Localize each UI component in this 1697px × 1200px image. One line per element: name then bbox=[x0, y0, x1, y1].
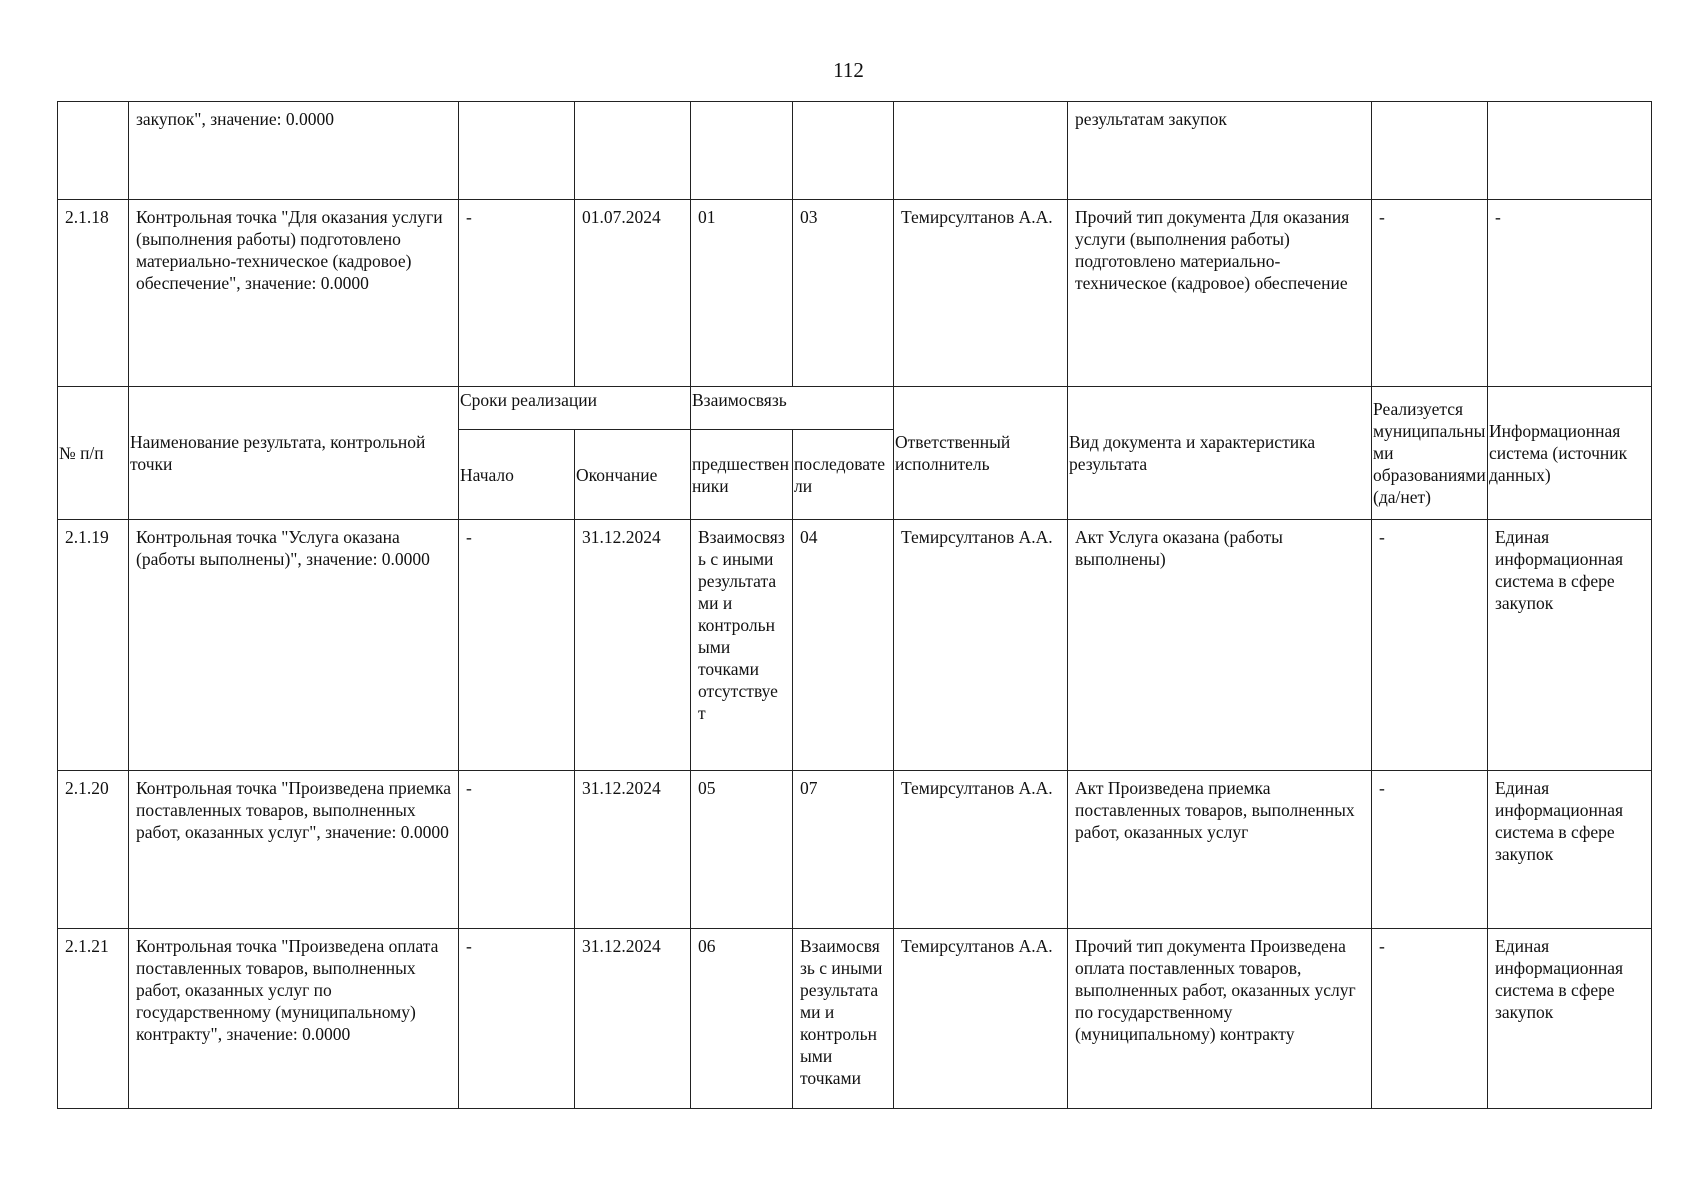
cell-name: Контрольная точка "Для оказания услуги (выполнения работы) подготовлено материально-техническое (кадровое) обеспечение", значение: 0.0000 bbox=[129, 200, 459, 387]
cell-doc: результатам закупок bbox=[1068, 102, 1372, 200]
cell-end: 31.12.2024 bbox=[575, 929, 691, 1109]
cell-end: 31.12.2024 bbox=[575, 520, 691, 771]
table-row bbox=[58, 520, 1652, 771]
cell-mun: - bbox=[1372, 520, 1488, 771]
cell-start: - bbox=[459, 200, 575, 387]
table-row bbox=[58, 200, 1652, 387]
cell-resp bbox=[894, 102, 1068, 200]
cell-pred: 06 bbox=[691, 929, 793, 1109]
header-succ: последователи bbox=[793, 430, 894, 520]
cell-name: закупок", значение: 0.0000 bbox=[129, 102, 459, 200]
cell-succ: 04 bbox=[793, 520, 894, 771]
cell-pred: 05 bbox=[691, 771, 793, 929]
cell-is: - bbox=[1488, 200, 1652, 387]
cell-end: 01.07.2024 bbox=[575, 200, 691, 387]
results-table bbox=[57, 101, 1652, 1109]
header-row bbox=[58, 387, 1652, 430]
cell-resp: Темирсултанов А.А. bbox=[894, 520, 1068, 771]
cell-mun: - bbox=[1372, 200, 1488, 387]
cell-num bbox=[58, 102, 129, 200]
cell-num: 2.1.18 bbox=[58, 200, 129, 387]
cell-end bbox=[575, 102, 691, 200]
cell-num: 2.1.21 bbox=[58, 929, 129, 1109]
cell-start: - bbox=[459, 771, 575, 929]
cell-pred: 01 bbox=[691, 200, 793, 387]
cell-succ: 07 bbox=[793, 771, 894, 929]
cell-doc: Прочий тип документа Для оказания услуги (выполнения работы) подготовлено материально-техническое (кадровое) обеспечение bbox=[1068, 200, 1372, 387]
page-number: 112 bbox=[833, 58, 864, 82]
cell-start: - bbox=[459, 929, 575, 1109]
cell-start bbox=[459, 102, 575, 200]
cell-is: Единая информационная система в сфере закупок bbox=[1488, 929, 1652, 1109]
cell-doc: Прочий тип документа Произведена оплата поставленных товаров, выполненных работ, оказанных услуг по государственному (муниципальному) контракту bbox=[1068, 929, 1372, 1109]
cell-resp: Темирсултанов А.А. bbox=[894, 929, 1068, 1109]
cell-resp: Темирсултанов А.А. bbox=[894, 771, 1068, 929]
header-doc: Вид документа и характеристика результата bbox=[1068, 387, 1372, 520]
header-resp: Ответственный исполнитель bbox=[894, 387, 1068, 520]
cell-is: Единая информационная система в сфере закупок bbox=[1488, 520, 1652, 771]
cell-name: Контрольная точка "Услуга оказана (работы выполнены)", значение: 0.0000 bbox=[129, 520, 459, 771]
cell-is bbox=[1488, 102, 1652, 200]
table-row bbox=[58, 102, 1652, 200]
cell-pred bbox=[691, 102, 793, 200]
cell-doc: Акт Услуга оказана (работы выполнены) bbox=[1068, 520, 1372, 771]
cell-mun bbox=[1372, 102, 1488, 200]
header-num: № п/п bbox=[58, 387, 129, 520]
cell-name: Контрольная точка "Произведена приемка поставленных товаров, выполненных работ, оказанных услуг", значение: 0.0000 bbox=[129, 771, 459, 929]
header-mun: Реализуется муниципальными образованиями (да/нет) bbox=[1372, 387, 1488, 520]
cell-mun: - bbox=[1372, 771, 1488, 929]
cell-doc: Акт Произведена приемка поставленных товаров, выполненных работ, оказанных услуг bbox=[1068, 771, 1372, 929]
table-row bbox=[58, 929, 1652, 1109]
cell-succ bbox=[793, 102, 894, 200]
cell-end: 31.12.2024 bbox=[575, 771, 691, 929]
header-terms: Сроки реализации bbox=[459, 387, 691, 430]
cell-name: Контрольная точка "Произведена оплата поставленных товаров, выполненных работ, оказанных услуг по государственному (муниципальному) контракту", значение: 0.0000 bbox=[129, 929, 459, 1109]
cell-pred: Взаимосвязь с иными результатами и контрольными точками отсутствует bbox=[691, 520, 793, 771]
header-is: Информационная система (источник данных) bbox=[1488, 387, 1652, 520]
cell-num: 2.1.20 bbox=[58, 771, 129, 929]
cell-resp: Темирсултанов А.А. bbox=[894, 200, 1068, 387]
cell-is: Единая информационная система в сфере закупок bbox=[1488, 771, 1652, 929]
header-start: Начало bbox=[459, 430, 575, 520]
header-end: Окончание bbox=[575, 430, 691, 520]
header-link: Взаимосвязь bbox=[691, 387, 894, 430]
cell-succ: Взаимосвязь с иными результатами и контрольными точками bbox=[793, 929, 894, 1109]
cell-mun: - bbox=[1372, 929, 1488, 1109]
cell-succ: 03 bbox=[793, 200, 894, 387]
cell-start: - bbox=[459, 520, 575, 771]
table-row bbox=[58, 771, 1652, 929]
cell-num: 2.1.19 bbox=[58, 520, 129, 771]
header-name: Наименование результата, контрольной точки bbox=[129, 387, 459, 520]
header-pred: предшественники bbox=[691, 430, 793, 520]
